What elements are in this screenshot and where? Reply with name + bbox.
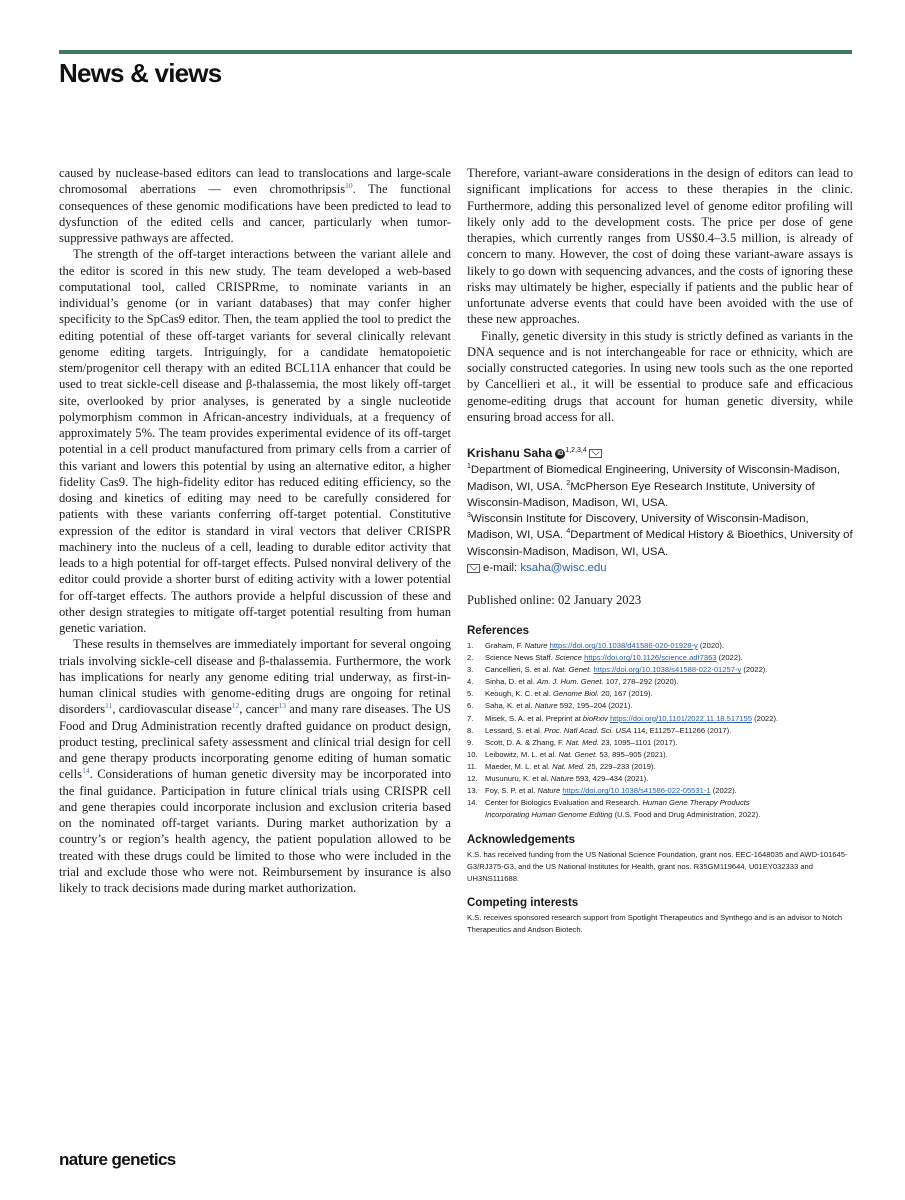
right-column (467, 165, 853, 425)
reference-number: 11. (467, 761, 477, 771)
reference-number: 2. (467, 653, 474, 663)
reference-item (467, 761, 857, 773)
citation-13[interactable]: 13 (278, 701, 287, 711)
paragraph-5: Finally, genetic diversity in this study is strictly defined as variants in the DNA sequence and is not interchangeable for race or ethnicity, which are socially constructed categories. In using new tools such as the one reported by Cancellieri et al., it will be essential to produce safe and efficacious genome-editing drugs that account for human genetic diversity, while ensuring broad access for all. (467, 328, 853, 424)
paragraph-4: Therefore, variant-aware considerations in the design of editors can lead to significant implications for access to these therapies in the clinic. Furthermore, adding this personalized level of genome editor profiling will likely only add to the development costs. The price per dose of gene therapies, which currently ranges from US$0.4–3.5 million, is already of concern to many. However, the cost of doing these variant-aware assays is likely to go down with sequencing advances, and the costs of ignoring these risks may ultimately be higher, especially if patients and the public hear of unfortunate adverse events that could have been avoided with the use of these new approaches. (467, 166, 853, 327)
reference-link[interactable]: https://doi.org/10.1038/s41586-022-05531-1 (562, 786, 711, 796)
reference-number: 14. (467, 798, 478, 808)
reference-item (467, 676, 857, 688)
paragraph-3: These results in themselves are immediately important for several ongoing trials involving sickle-cell disease and β-thalassemia. Furthermore, the work has implications for nearly any genome editing trial underway, as first-in-human clinical studies with genome-editing drugs are ongoing for retinal disorders$^{11}$, cardiovascular disease$^{12}$, cancer$^{13}$ and many rare diseases. The US Food and Drug Administration recently drafted guidance on product design, product testing, preclinical safety assessment and clinical trial design for cell and gene therapy products incorporating genome editing of human somatic cells$^{14}$. Considerations of human genetic diversity may be incorporated into the final guidance. Participation in future clinical trials using CRISPR cell and gene therapies could incorporate inclusion and exclusion criteria based on the nominated off-target variants. During market authorization by a country’s or region’s health agency, the patient population allowed to be treated with these drugs could be limited to those who were included in the trial and exclude those who were not. Reimbursement by insurance is also likely to track decisions made during market authorization. (59, 637, 451, 895)
envelope-icon (467, 564, 480, 573)
competing-interests-text: K.S. receives sponsored research support from Spotlight Therapeutics and Synthego and is an advisor to Notch Therapeutics and Andson Biotech. (467, 913, 843, 935)
reference-number: 6. (467, 701, 474, 711)
reference-item (467, 773, 857, 785)
reference-text: Keough, K. C. et al. Genome Biol. 20, 167 (2019). (485, 689, 653, 699)
author-line (467, 445, 853, 462)
journal-logo: nature genetics (59, 1150, 176, 1169)
reference-number: 10. (467, 749, 478, 759)
reference-number: 8. (467, 725, 474, 735)
left-column (59, 165, 451, 896)
header-rule (59, 50, 852, 54)
reference-text: Scott, D. A. & Zhang, F. Nat. Med. 23, 1095–1101 (2017). (485, 737, 678, 747)
paragraph-1: caused by nuclease-based editors can lead to translocations and large-scale chromosomal aberrations — even chromothripsis$^{10}$. The functional consequences of these genomic modifications have been predicted to lead to dysfunction of the edited cells and cancer, particularly when tumor-suppressive pathways are affected. (59, 166, 452, 245)
reference-text: Center for Biologics Evaluation and Research. Human Gene Therapy Products (485, 798, 750, 808)
reference-item (467, 749, 857, 761)
acknowledgements-title: Acknowledgements (467, 834, 575, 846)
reference-item (467, 652, 857, 664)
reference-number: 9. (467, 737, 474, 747)
reference-number: 7. (467, 713, 474, 723)
reference-text: Musunuru, K. et al. Nature 593, 429–434 (2021). (485, 774, 649, 784)
reference-item (467, 700, 857, 712)
competing-interests-title: Competing interests (467, 897, 579, 909)
reference-text: Leibowitz, M. L. et al. Nat. Genet. 53, 895–905 (2021). (485, 749, 668, 759)
orcid-icon[interactable]: iD (557, 450, 564, 457)
email-link[interactable]: ksaha@wisc.edu (520, 562, 607, 575)
author-block (467, 445, 853, 576)
author-affiliation-marks: 1,2,3,4 (565, 447, 587, 455)
affiliations: $^1$Department of Biomedical Engineering, University of Wisconsin-Madison, Madison, WI, USA. $^2$McPherson Eye Research Institute, University of Wisconsin-Madison, Madison, WI, USA. $^3$Wisconsin Institute for Discovery, University of Wisconsin-Madison, Madison, WI, USA. $^4$Department of Medical History & Bioethics, University of Wisconsin-Madison, Madison, WI, USA. (467, 463, 853, 558)
reference-item (467, 797, 857, 809)
reference-text: Science News Staff. Science https://doi.org/10.1126/science.adf7363 (2022). (485, 653, 743, 663)
author-name: Krishanu Saha (467, 446, 553, 460)
reference-item (467, 785, 857, 797)
reference-number: 1. (467, 641, 474, 650)
reference-link[interactable]: https://doi.org/10.1126/science.adf7363 (584, 653, 717, 663)
reference-item (467, 809, 857, 821)
reference-link[interactable]: https://doi.org/10.1038/s41588-022-01257-y (593, 665, 742, 675)
reference-text: Misek, S. A. et al. Preprint at bioRxiv https://doi.org/10.1101/2022.11.18.517155 (2022). (485, 713, 779, 723)
email-line: e-mail: ksaha@wisc.edu (467, 560, 853, 576)
reference-number: 13. (467, 786, 478, 796)
section-header-title: News & views (59, 58, 222, 88)
reference-link[interactable]: https://doi.org/10.1101/2022.11.18.517155 (609, 713, 752, 723)
citation-11[interactable]: 11 (105, 701, 113, 711)
reference-number: 4. (467, 677, 474, 687)
reference-number: 12. (467, 774, 478, 784)
reference-text: Saha, K. et al. Nature 592, 195–204 (2021). (485, 701, 633, 711)
reference-item (467, 737, 857, 749)
reference-number (467, 809, 485, 821)
citation-10[interactable]: 10 (345, 181, 353, 191)
reference-item (467, 725, 857, 737)
citation-14[interactable]: 14 (82, 766, 90, 776)
reference-item (467, 713, 857, 725)
reference-item (467, 664, 857, 676)
reference-text: Foy, S. P. et al. Nature https://doi.org/10.1038/s41586-022-05531-1 (2022). (485, 786, 737, 796)
reference-text: Cancellieri, S. et al. Nat. Genet. https://doi.org/10.1038/s41588-022-01257-y (2022). (485, 665, 768, 675)
reference-text: Graham, F. Nature https://doi.org/10.1038/d41586-020-01928-y (2020). (485, 641, 724, 650)
references-list (467, 640, 857, 821)
reference-text: Maeder, M. L. et al. Nat. Med. 25, 229–233 (2019). (485, 761, 656, 771)
references-title: References (467, 625, 530, 637)
reference-link[interactable]: https://doi.org/10.1038/d41586-020-01928-y (549, 641, 698, 650)
acknowledgements-text: K.S. has received funding from the US National Science Foundation, grant nos. EEC-1648035 and AWD-101645-G3/RJ375-G3, and the US National Institutes for Health, grant nos. R35GM119644, U01EY032333 and UH3NS111688. (467, 850, 848, 884)
reference-item (467, 640, 857, 652)
reference-number: 3. (467, 665, 474, 675)
reference-item (467, 688, 857, 700)
reference-text: Lessard, S. et al. Proc. Natl Acad. Sci. USA 114, E11257–E11266 (2017). (485, 725, 732, 735)
email-icon[interactable] (589, 449, 602, 458)
published-date: Published online: 02 January 2023 (467, 593, 642, 607)
paragraph-2: The strength of the off-target interactions between the variant allele and the editor is scored in this new study. The team developed a web-based computational tool, called CRISPRme, to nominate variants in an individual’s genome (or in variant databases) that may confer higher specificity to the SpCas9 editor. Then, the team applied the tool to predict the editing potential of these off-target variants for several clinically relevant genome editing targets. Intriguingly, for a candidate hematopoietic stem/progenitor cell therapy with an edited BCL11A enhancer that could be used to treat sickle-cell disease and β-thalassemia, the most likely off-target site, overlooked by prior analyses, is generated by a single nucleotide polymorphism common in African-ancestry individuals, at a frequency of approximately 5%. The team provides experimental evidence of its off-target potential in a cell product manufactured from primary cells from a carrier of this variant and lowers this potential by using an alternative editor, a higher fidelity Cas9. The high-fidelity editor has reduced editing efficiency, so the dosing and kinetics of editing may need to be carefully considered for patients with these variants conferring off-target potential. Constitutive expression of the editor is standard in viral vectors that deliver CRISPR machinery into the nucleus of a cell, leading to durable editor activity that leads to a high potential for off-target effects. Pulsed nonviral delivery of the editor could provide a shorter burst of editing activity with a lower potential for off-target effects. The authors provide a helpful discussion of these and other design strategies to mitigate off-target potential resulting from human genetic variation. (59, 247, 451, 635)
reference-number: 5. (467, 689, 474, 699)
reference-text: Sinha, D. et al. Am. J. Hum. Genet. 107, 278–292 (2020). (485, 677, 679, 687)
reference-text: Incorporating Human Genome Editing (U.S. Food and Drug Administration, 2022). (485, 810, 761, 820)
citation-12[interactable]: 12 (231, 701, 240, 711)
